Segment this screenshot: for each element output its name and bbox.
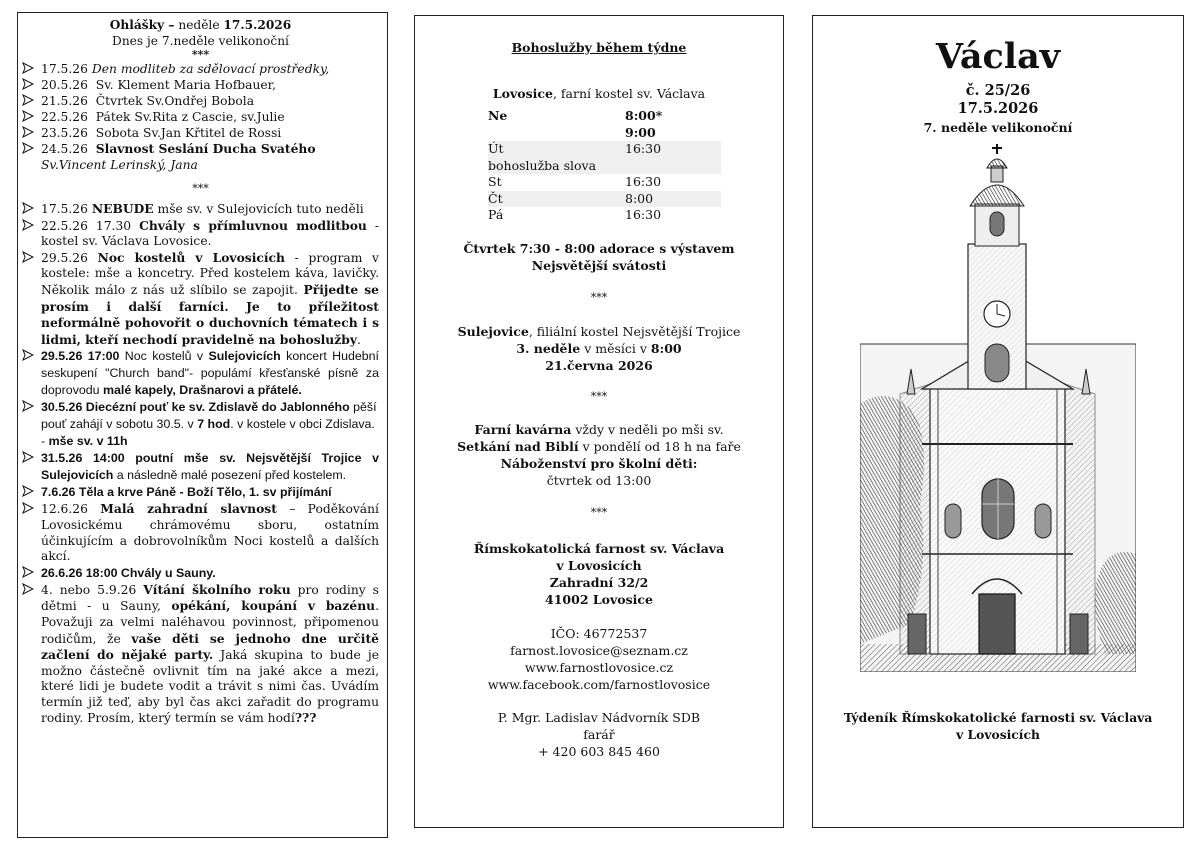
list-item: 20.5.26 Sv. Klement Maria Hofbauer, [22,77,379,93]
arrow-bullet-icon [22,566,34,578]
announcements-panel [17,12,388,838]
list-item: 4. nebo 5.9.26 Vítání školního roku pro rodiny s dětmi - u Sauny, opékání, koupání v bazénu. Považuji za velmi naléhavou povinnost, připomenou rodičům, že vaše děti se jednoho dne určitě začlení do nějaké party. Jaká skupina to bude je možno částečně ovlivnit tím na jaké akce a mezi, které lidi je budete vodit a trávit s nimi čas. Uvádím termín již teď, aby byl čas akci zařadit do programu rodiny. Prosím, který termín se vám hodí??? [22,582,379,727]
school-line: Náboženství pro školní děti: [500,456,698,471]
list-item: 29.5.26 Noc kostelů v Lovosicích - program v kostele: mše a koncetry. Před kostelem káva, lavičky. Několik málo z nás už slíbilo se zapojit. Přijedte se prosím i další farníci. Je to příležitost neformálně pohovořit o duchovních tématech i s lidmi, kteří nechodí pravidelně na bohoslužby. [22,250,379,349]
list-item: 17.5.26 NEBUDE mše sv. v Sulejovicích tuto neděli [22,201,379,218]
services-panel [414,15,784,828]
ico-line: IČO: 46772537 [550,626,648,641]
announcements-subtitle: Dnes je 7.neděle velikonoční [112,34,289,48]
events-list [22,201,379,727]
arrow-bullet-icon [22,349,34,361]
list-item: 30.5.26 Diecézní pouť ke sv. Zdislavě do Jablonného pěší pouť zahájí v sobotu 30.5. v 7 hod. v kostele v obci Zdislava. - mše sv. v 11h [22,399,379,450]
arrow-bullet-icon [22,126,34,138]
issue-number: č. 25/26 [965,82,1031,99]
arrow-bullet-icon [22,94,34,106]
church-illustration [860,144,1136,672]
separator-stars: *** [192,182,209,195]
separator-stars: *** [590,390,608,403]
sulejovice-church-line: Sulejovice, filiální kostel Nejsvětější Trojice [457,324,741,339]
bible-line: Setkání nad Biblí v pondělí od 18 h na faře [457,439,741,454]
schedule-row: Ne 8:00* [488,108,663,123]
schedule-row: bohoslužba slova [488,158,721,175]
cafe-line: Farní kavárna vždy v neděli po mši sv. [474,422,724,437]
arrow-bullet-icon [22,62,34,74]
list-item: 31.5.26 14:00 poutní mše sv. Nejsvětější Trojice v Sulejovicích a následně malé posezení před kostelem. [22,450,379,484]
school-time-line: čtvrtek od 13:00 [546,473,652,488]
list-item: 23.5.26 Sobota Sv.Jan Křtitel de Rossi [22,125,379,141]
adoration-line-1: Čtvrtek 7:30 - 8:00 adorace s výstavem [463,241,735,256]
priest-role: farář [583,727,615,742]
schedule-row: St 16:30 [488,174,662,189]
schedule-row: Út 16:30 [488,141,721,158]
arrow-bullet-icon [22,78,34,90]
list-item: 29.5.26 17:00 Noc kostelů v Sulejovicích koncert Hudební seskupení "Church band"- populámí křesťanské písně za doprovodu malé kapely, Drašnarovi a přátelé. [22,348,379,399]
sulejovice-date-line: 21.června 2026 [545,358,653,373]
list-item: 7.6.26 Těla a krve Páně - Boží Tělo, 1. sv přijímání [22,484,379,501]
schedule-row: Pá 16:30 [488,207,662,222]
address-line: v Lovosicích [556,558,642,573]
phone-number: + 420 603 845 460 [538,744,660,759]
list-item: 17.5.26 Den modliteb za sdělovací prostředky, [22,61,379,77]
arrow-bullet-icon [22,110,34,122]
list-item: 24.5.26 Slavnost Seslání Ducha Svatého [22,141,379,157]
publication-line-1: Týdeník Římskokatolické farnosti sv. Václava [843,710,1153,725]
adoration-line-2: Nejsvětější svátosti [531,258,667,273]
arrow-bullet-icon [22,202,34,214]
facebook-link[interactable]: www.facebook.com/farnostlovosice [487,677,711,692]
arrow-bullet-icon [22,502,34,514]
schedule-row: 9:00 [625,124,656,140]
arrow-bullet-icon [22,142,34,154]
issue-date: 17.5.2026 [957,100,1039,117]
services-title: Bohoslužby během týdne [511,40,687,55]
address-line: Římskokatolická farnost sv. Václava [473,541,725,556]
address-line: 41002 Lovosice [545,592,653,607]
schedule-row: Čt 8:00 [488,191,721,208]
separator-stars: *** [590,506,608,519]
address-line: Zahradní 32/2 [549,575,649,590]
arrow-bullet-icon [22,251,34,263]
arrow-bullet-icon [22,583,34,595]
date-continuation: Sv.Vincent Lerinský, Jana [41,158,198,172]
feast-days-list [22,61,379,157]
separator-stars: *** [191,48,210,61]
lovosice-church-line: Lovosice, farní kostel sv. Václava [492,86,706,101]
priest-name: P. Mgr. Ladislav Nádvorník SDB [497,710,701,725]
arrow-bullet-icon [22,219,34,231]
bulletin-title: Václav [935,36,1061,77]
email-link[interactable]: farnost.lovosice@seznam.cz [510,643,688,658]
publication-line-2: v Lovosicích [956,727,1040,742]
list-item: 12.6.26 Malá zahradní slavnost – Poděkování Lovosickému chrámovému sboru, ostatním účinkujícím a dobrovolníkům Noci kostelů a dalších akcí. [22,501,379,564]
service-schedule [488,108,721,224]
sulejovice-schedule-line: 3. neděle v měsíci v 8:00 [516,341,682,356]
list-item: 26.6.26 18:00 Chvály u Sauny. [22,565,379,582]
cover-panel [812,15,1184,828]
list-item: 22.5.26 17.30 Chvály s přímluvnou modlitbou - kostel sv. Václava Lovosice. [22,218,379,250]
website-link[interactable]: www.farnostlovosice.cz [524,660,674,675]
arrow-bullet-icon [22,451,34,463]
list-item: 22.5.26 Pátek Sv.Rita z Cascie, sv.Julie [22,109,379,125]
arrow-bullet-icon [22,485,34,497]
list-item: 21.5.26 Čtvrtek Sv.Ondřej Bobola [22,93,379,109]
separator-stars: *** [590,291,608,304]
arrow-bullet-icon [22,400,34,412]
liturgical-sunday: 7. neděle velikonoční [923,120,1073,135]
announcements-title: Ohlášky – neděle 17.5.2026 [109,18,292,32]
